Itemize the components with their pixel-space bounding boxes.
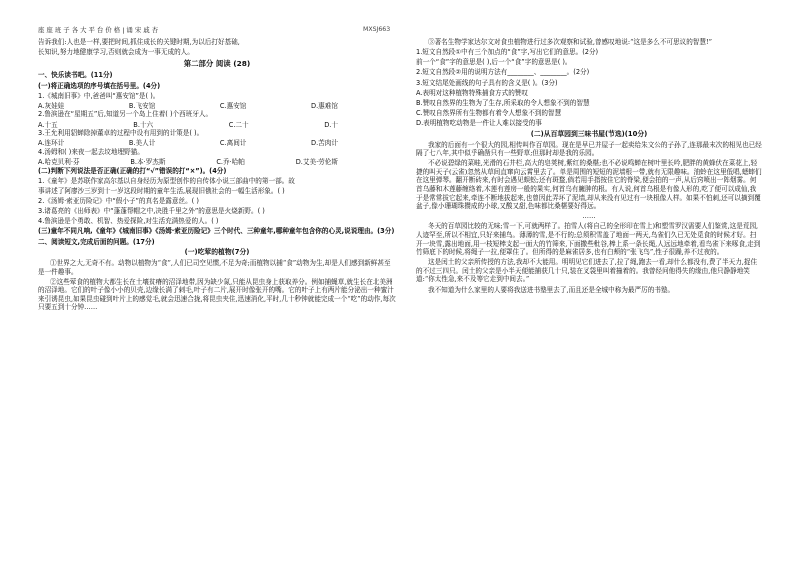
question-1b-title: (二)判断下列说法是否正确(正确的打“√”错误的打“×”)。(4分) — [38, 166, 227, 175]
question-option: A.表明对这种植物特殊捕食方式的赞叹 — [416, 88, 528, 97]
judge-item: 2.《汤姆·索亚历险记》中“假小子”的真名是露意丝。( ) — [38, 197, 199, 205]
judge-item: 事讲述了阿廖沙三岁到十一岁这段时期的童年生活,展现旧俄社会的一幅生活形象。( ) — [38, 186, 285, 195]
choice-option: A.十五 — [38, 120, 58, 129]
choice-option: B.十六 — [133, 120, 154, 129]
question-1-title: 一、快乐读书吧。(11分) — [38, 71, 113, 80]
choice-question — [38, 110, 396, 129]
passage-2-paragraph: 我不知道为什么家里的人要将我送进书塾里去了,而且还是全城中称为最严厉的书塾。 — [428, 285, 675, 294]
judge-item: 1.《童年》是苏联作家高尔基以自身经历为原型创作的自传体小说三部曲中的第一部。故 — [38, 176, 295, 185]
choice-question — [38, 92, 396, 111]
choice-option: D.十 — [324, 120, 338, 129]
question-option: B.赞叹自然界的生物为了生存,所采取的令人想象不到的智慧 — [416, 98, 590, 107]
intro-line-1: 告诉我们:人也是一样,要把时间,抓住成长的关键时期,为以后打好基础, — [38, 38, 240, 46]
passage-2-ellipsis: …… — [582, 212, 596, 221]
choice-question — [38, 129, 396, 148]
choice-question — [38, 148, 396, 167]
choice-option: C.二十 — [228, 120, 249, 129]
passage-2-title: (二)从百草园到三味书屋(节选)(10分) — [530, 129, 648, 138]
choice-option: B.飞安馆 — [128, 101, 156, 110]
question-1c-title: (三)童年不同凡响,《童年》《城南旧事》《汤姆·索亚历险记》三个时代、三种童年,哪种童年包含你的心灵,说说理由。(3分) — [38, 227, 395, 236]
passage-1-title: (一)吃荤的植物(7分) — [184, 248, 250, 257]
choice-stem: 4.汤姆和( )来夜一起去坟地埋野猫。 — [38, 147, 144, 156]
question-item: 前一个“食”字的意思是( ),后一个“食”字的意思是( )。 — [416, 58, 572, 67]
choice-stem: 2.鲁滨逊在“星期五”后,知道另一个岛上住着( )个西班牙人。 — [38, 110, 213, 119]
passage-2-paragraph: 这是闰土的父亲所传授的方法,我却不大能用。明明见它们进去了,拉了绳,跑去一看,却什么都没有,费了半天力,捉住的不过三四只。闰土的父亲是小半天便能捕获几十只,装在叉袋里叫着撞着的。我曾经问他得失的缘由,他只静静地笑道:“你太性急,来不及等它走到中间去。” — [416, 258, 758, 284]
choice-option: C.离间计 — [219, 139, 247, 148]
left-column — [38, 38, 396, 314]
choice-stem: 1.《城南旧事》中,爸爸叫“惠安馆”是( )。 — [38, 91, 160, 100]
passage-1-paragraph: ②这些荤食的植物大都生长在土壤贫瘠的沼泽地带,因为缺少氮,只能从昆虫身上获取养分。例如捕蝇草,就生长在北美洲的沼泽地。它们的叶子像小小的贝壳,边缘长满了刺毛,叶子有二片,展开时像张开的嘴。它的叶子上有两片能分泌出一种蜜汁来引诱昆虫,如果昆虫碰到叶片上的感觉毛,就会迅速合拢,将昆虫夹住,迅速消化,平时,几十秒钟就能完成一个“吃”的动作,每次只要五到十分钟…… — [38, 277, 396, 312]
judge-item: 3.诸葛亮的《出师表》中“蓬蓬帮帽之中,决胜千里之外”的意思是火烧新野。( ) — [38, 207, 265, 216]
choice-option: D.惠难馆 — [311, 101, 338, 110]
passage-2-paragraph: 冬天的百草园比较的无味;雪一下,可就两样了。拍雪人(将自己的全形印在雪上)和塑雪罗汉需要人们鉴赏,这是荒园,人迹罕至,所以不相宜,只好来捕鸟。薄薄的雪,是不行的;总须积雪盖了地面一两天,鸟雀们久已无处觅食的时候才好。扫开一块雪,露出地面,用一枝短棒支起一面大的竹筛来,下面撒些秕谷,棒上系一条长绳,人远远地牵着,看鸟雀下来啄食,走到竹筛底下的时候,将绳子一拉,便罩住了。但所得的是麻雀居多,也有白颊的“张飞鸟”,性子很躁,养不过夜的。 — [416, 222, 761, 257]
question-option: D.表明植物吃动物是一件让人难以接受的事 — [416, 119, 542, 128]
choice-option: D.艾美·劳伦斯 — [295, 157, 338, 166]
choice-option: A.连环计 — [38, 139, 65, 148]
passage-1-paragraph: ①世界之大,无奇不有。动物以植物为“食”,人们已司空见惯,不足为奇;而植物以捕“食”动物为生,却是人们感到新鲜甚至是一件趣事。 — [38, 259, 391, 276]
page-header — [38, 26, 762, 34]
question-item: 2.短文自然段②用的说明方法有________、________。(2分) — [416, 68, 590, 77]
choice-option: D.苦肉计 — [311, 139, 338, 148]
intro-line-2: 长知识,努力地健康学习,否则就会成为一事无成的人。 — [38, 48, 194, 57]
right-column — [416, 38, 762, 296]
choice-option: A.灰娃娃 — [38, 101, 65, 110]
choice-stem: 3.王允利用貂蝉除掉董卓的过程中设有用到的计策是( )。 — [38, 129, 204, 138]
header-text: 座 座 班 子 各 大 平 台 价 格 | 诵 宋 戚 杏 — [38, 26, 159, 34]
passage-2-paragraph: 我家的后面有一个很大的园,相传叫作百草园。现在是早已并屋子一起卖给朱文公的子孙了,连那最末次的相见也已经隔了七八年,其中似乎确凿只有一些野草;但那时却是我的乐园。 — [416, 140, 762, 158]
choice-option: B.本·罗杰斯 — [130, 157, 166, 166]
choice-option: C.乔·哈帕 — [216, 157, 245, 166]
choice-option: A.哈克贝利·芬 — [38, 157, 80, 166]
passage-1-paragraph-3: ③著名生物学家达尔文对食虫植物进行过多次观察和试验,曾感叹地说:“这是多么不可思议的智慧!” — [428, 38, 713, 46]
choice-option: B.美人计 — [128, 139, 156, 148]
question-2-title: 二、阅读短文,完成后面的问题。(17分) — [38, 237, 155, 246]
choice-option: C.惠安馆 — [219, 101, 247, 110]
question-option: C.赞叹自然界所有生物都有着令人想象不到的智慧 — [416, 109, 562, 118]
question-item: 3.短文结尾处画线的句子具有的含义是( )。(3分) — [416, 78, 558, 87]
passage-2-paragraph: 不必说碧绿的菜畦,光滑的石井栏,高大的皂荚树,紫红的桑椹;也不必说鸣蝉在树叶里长吟,肥胖的黄蜂伏在菜花上,轻捷的叫天子(云雀)忽然从草间直窜向云霄里去了。单是周围的短短的泥墙根一带,就有无限趣味。油蛉在这里低唱,蟋蟀们在这里弹琴。翻开断砖来,有时会遇见蜈蚣;还有斑蝥,倘若用手指按住它的脊梁,便会拍的一声,从后窍喷出一阵烟雾。何首乌藤和木莲藤缠络着,木莲有莲房一般的果实,何首乌有臃肿的根。有人说,何首乌根是有像人形的,吃了便可以成仙,我于是常常拔它起来,牵连不断地拔起来,也曾因此弄坏了泥墙,却从来没有见过有一块根像人样。如果不怕刺,还可以摘到覆盆子,像小珊瑚珠攒成的小球,又酸又甜,色味都比桑椹要好得远。 — [416, 159, 762, 211]
choice-options — [38, 158, 338, 167]
question-item: 1.短文自然段①中有三个加点的“食”字,写出它们的意思。(2分) — [416, 48, 599, 57]
part-title: 第二部分 阅读 (28) — [183, 58, 251, 68]
choice-options — [38, 139, 338, 148]
judge-item: 4.鲁滨逊是个勇敢、机智、热爱探险,对生活充满热爱的人。( ) — [38, 217, 219, 226]
header-code: MXSJ663 — [363, 26, 391, 33]
question-1a-title: (一)将正确选项的序号填在括号里。(4分) — [38, 81, 161, 90]
choice-options — [38, 121, 338, 130]
